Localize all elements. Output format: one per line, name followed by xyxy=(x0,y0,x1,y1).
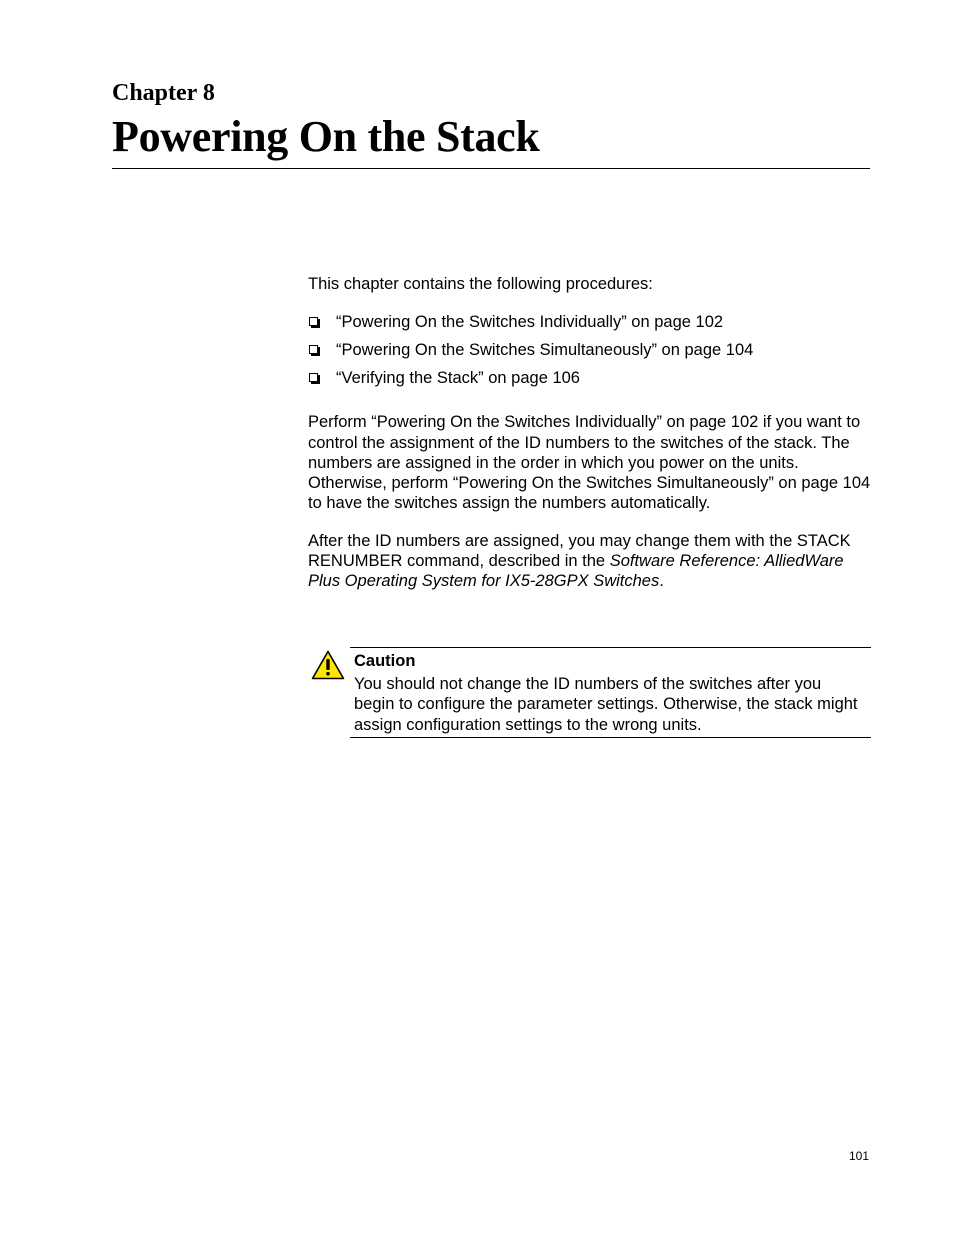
page-number: 101 xyxy=(848,1149,869,1163)
procedure-selection-paragraph: Perform “Powering On the Switches Individually” on page 102 if you want to control the assignment of the ID numbers to the switches of the stack. The numbers are assigned in the order in which you power on the units. Otherwise, perform “Powering On the Switches Simultaneously” on page 104 to have the switches assign the numbers automatically. xyxy=(308,413,871,513)
procedure-item[interactable] xyxy=(308,312,874,340)
chapter-body xyxy=(308,274,874,609)
chapter-label: Chapter 8 xyxy=(112,80,215,106)
checkbox-bullet-icon xyxy=(309,345,318,354)
caution-text: You should not change the ID numbers of the switches after you begin to configure the parameter settings. Otherwise, the stack might assign configuration settings to the wrong units. xyxy=(354,675,858,734)
renumber-paragraph xyxy=(308,531,874,592)
checkbox-bullet-icon xyxy=(309,317,318,326)
procedure-link[interactable]: “Powering On the Switches Simultaneously” on page 104 xyxy=(336,341,754,360)
title-divider xyxy=(112,168,870,169)
procedure-list xyxy=(308,312,874,396)
checkbox-bullet-icon xyxy=(309,373,318,382)
intro-paragraph: This chapter contains the following procedures: xyxy=(308,275,653,293)
procedure-link[interactable]: “Verifying the Stack” on page 106 xyxy=(336,369,580,388)
caution-top-rule xyxy=(350,647,871,648)
caution-note xyxy=(308,647,871,738)
caution-heading: Caution xyxy=(354,652,416,670)
procedure-item[interactable] xyxy=(308,368,874,396)
procedure-item[interactable] xyxy=(308,340,874,368)
software-reference-title: Software Reference: AlliedWare Plus Operating System for IX5-28GPX Switches xyxy=(308,552,844,591)
chapter-title: Powering On the Stack xyxy=(112,112,540,161)
procedure-link[interactable]: “Powering On the Switches Individually” on page 102 xyxy=(336,313,724,332)
renumber-text: After the ID numbers are assigned, you may change them with the STACK RENUMBER command, described in the xyxy=(308,531,851,571)
warning-triangle-icon xyxy=(311,650,345,680)
renumber-text-end: . xyxy=(659,572,664,591)
caution-bottom-rule xyxy=(350,737,871,738)
